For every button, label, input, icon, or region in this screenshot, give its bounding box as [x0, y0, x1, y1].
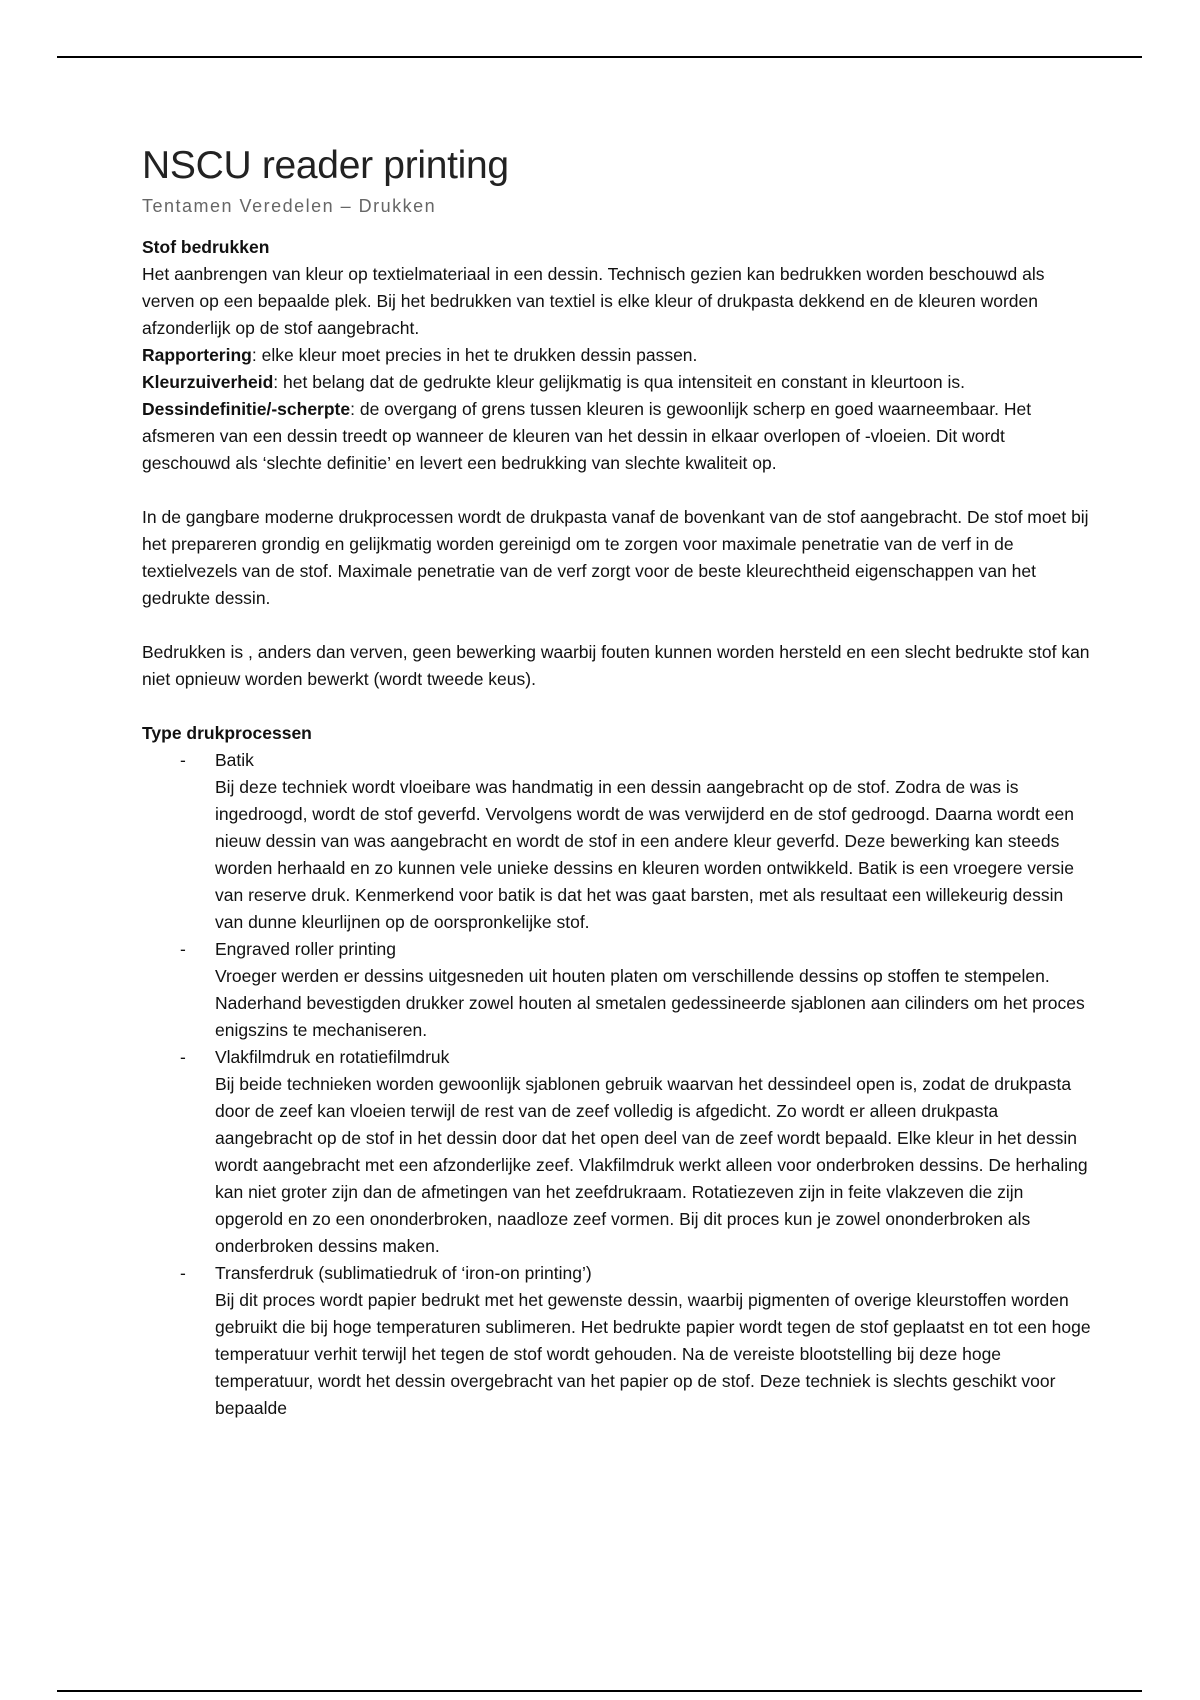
- definition-term: Kleurzuiverheid: [142, 372, 274, 392]
- process-list: [142, 747, 1092, 1422]
- definition-dessindefinitie: [142, 396, 1092, 477]
- list-item-title: Batik: [215, 750, 254, 770]
- definition-text: : elke kleur moet precies in het te drukken dessin passen.: [251, 345, 698, 365]
- list-bullet: -: [180, 1263, 186, 1283]
- intro-paragraph: Het aanbrengen van kleur op textielmateriaal in een dessin. Technisch gezien kan bedrukken worden beschouwd als verven op een bepaalde plek. Bij het bedrukken van textiel is elke kleur of drukpasta dekkend en de kleuren worden afzonderlijk op de stof aangebracht.: [142, 264, 1045, 338]
- list-item-title: Vlakfilmdruk en rotatiefilmdruk: [215, 1047, 450, 1067]
- section-heading-stof-bedrukken: Stof bedrukken: [142, 237, 270, 257]
- list-item-transferdruk: [142, 1260, 1092, 1422]
- top-rule: [57, 56, 1142, 58]
- list-bullet: -: [180, 750, 186, 770]
- document-title: NSCU reader printing: [142, 144, 509, 187]
- list-bullet: -: [180, 939, 186, 959]
- list-item-body: Bij beide technieken worden gewoonlijk sjablonen gebruik waarvan het dessindeel open is, zodat de drukpasta door de zeef kan vloeien terwijl de rest van de zeef volledig is afgedicht. Zo wordt er alleen drukpasta aangebracht op de stof in het dessin door dat het open deel van de zeef wordt bepaald. Elke kleur in het dessin wordt aangebracht met een afzonderlijke zeef. Vlakfilmdruk werkt alleen voor onderbroken dessins. De herhaling kan niet groter zijn dan de afmetingen van het zeefdrukraam. Rotatiezeven zijn in feite vlakzeven die zijn opgerold en zo een ononderbroken, naadloze zeef vormen. Bij dit proces kun je zowel ononderbroken als onderbroken dessins maken.: [215, 1074, 1088, 1256]
- definition-kleurzuiverheid: [142, 369, 1092, 396]
- paragraph-gap: [142, 612, 1092, 639]
- bottom-rule: [57, 1690, 1142, 1692]
- definition-term: Dessindefinitie/-scherpte: [142, 399, 351, 419]
- list-item-engraved-roller-printing: [142, 936, 1092, 1044]
- list-item-body: Bij deze techniek wordt vloeibare was handmatig in een dessin aangebracht op de stof. Zodra de was is ingedroogd, wordt de stof geverfd. Vervolgens wordt de was verwijderd en de stof gedroogd. Daarna wordt een nieuw dessin van was aangebracht en wordt de stof in een andere kleur geverfd. Deze bewerking kan steeds worden herhaald en zo kunnen vele unieke dessins en kleuren worden ontwikkeld. Batik is een vroegere versie van reserve druk. Kenmerkend voor batik is dat het was gaat barsten, met als resultaat een willekeurig dessin van dunne kleurlijnen op de oorspronkelijke stof.: [215, 777, 1074, 932]
- paragraph-drukprocessen: In de gangbare moderne drukprocessen wordt de drukpasta vanaf de bovenkant van de stof aangebracht. De stof moet bij het prepareren grondig en gelijkmatig worden gereinigd om te zorgen voor maximale penetratie van de verf in de textielvezels van de stof. Maximale penetratie van de verf zorgt voor de beste kleurechtheid eigenschappen van het gedrukte dessin.: [142, 507, 1089, 608]
- section-heading-type-drukprocessen: Type drukprocessen: [142, 723, 312, 743]
- paragraph-fouten: Bedrukken is , anders dan verven, geen bewerking waarbij fouten kunnen worden hersteld en een slecht bedrukte stof kan niet opnieuw worden bewerkt (wordt tweede keus).: [142, 642, 1090, 689]
- definition-term: Rapportering: [142, 345, 252, 365]
- list-item-title: Engraved roller printing: [215, 939, 396, 959]
- document-subtitle: Tentamen Veredelen – Drukken: [142, 196, 437, 216]
- paragraph-gap: [142, 693, 1092, 720]
- list-item-batik: [142, 747, 1092, 936]
- list-bullet: -: [180, 1047, 186, 1067]
- list-item-body: Bij dit proces wordt papier bedrukt met het gewenste dessin, waarbij pigmenten of overige kleurstoffen worden gebruikt die bij hoge temperaturen sublimeren. Het bedrukte papier wordt tegen de stof geplaatst en tot een hoge temperatuur verhit terwijl het tegen de stof wordt gehouden. Na de vereiste blootstelling bij deze hoge temperatuur, wordt het dessin overgebracht van het papier op de stof. Deze techniek is slechts geschikt voor bepaalde: [215, 1290, 1091, 1418]
- definition-rapportering: [142, 342, 1092, 369]
- document-body: [142, 140, 1092, 1422]
- paragraph-gap: [142, 477, 1092, 504]
- list-item-body: Vroeger werden er dessins uitgesneden uit houten platen om verschillende dessins op stoffen te stempelen. Naderhand bevestigden drukker zowel houten al smetalen gedessineerde sjablonen aan cilinders om het proces enigszins te mechaniseren.: [215, 966, 1085, 1040]
- definition-text: : het belang dat de gedrukte kleur gelijkmatig is qua intensiteit en constant in kleurtoon is.: [273, 372, 965, 392]
- definition-text: : de overgang of grens tussen kleuren is gewoonlijk scherp en goed waarneembaar. Het afsmeren van een dessin treedt op wanneer de kleuren van het dessin in elkaar overlopen of -vloeien. Dit wordt geschouwd als ‘slechte definitie’ en levert een bedrukking van slechte kwaliteit op.: [142, 399, 1032, 473]
- list-item-title: Transferdruk (sublimatiedruk of ‘iron-on printing’): [215, 1263, 592, 1283]
- list-item-vlakfilmdruk: [142, 1044, 1092, 1260]
